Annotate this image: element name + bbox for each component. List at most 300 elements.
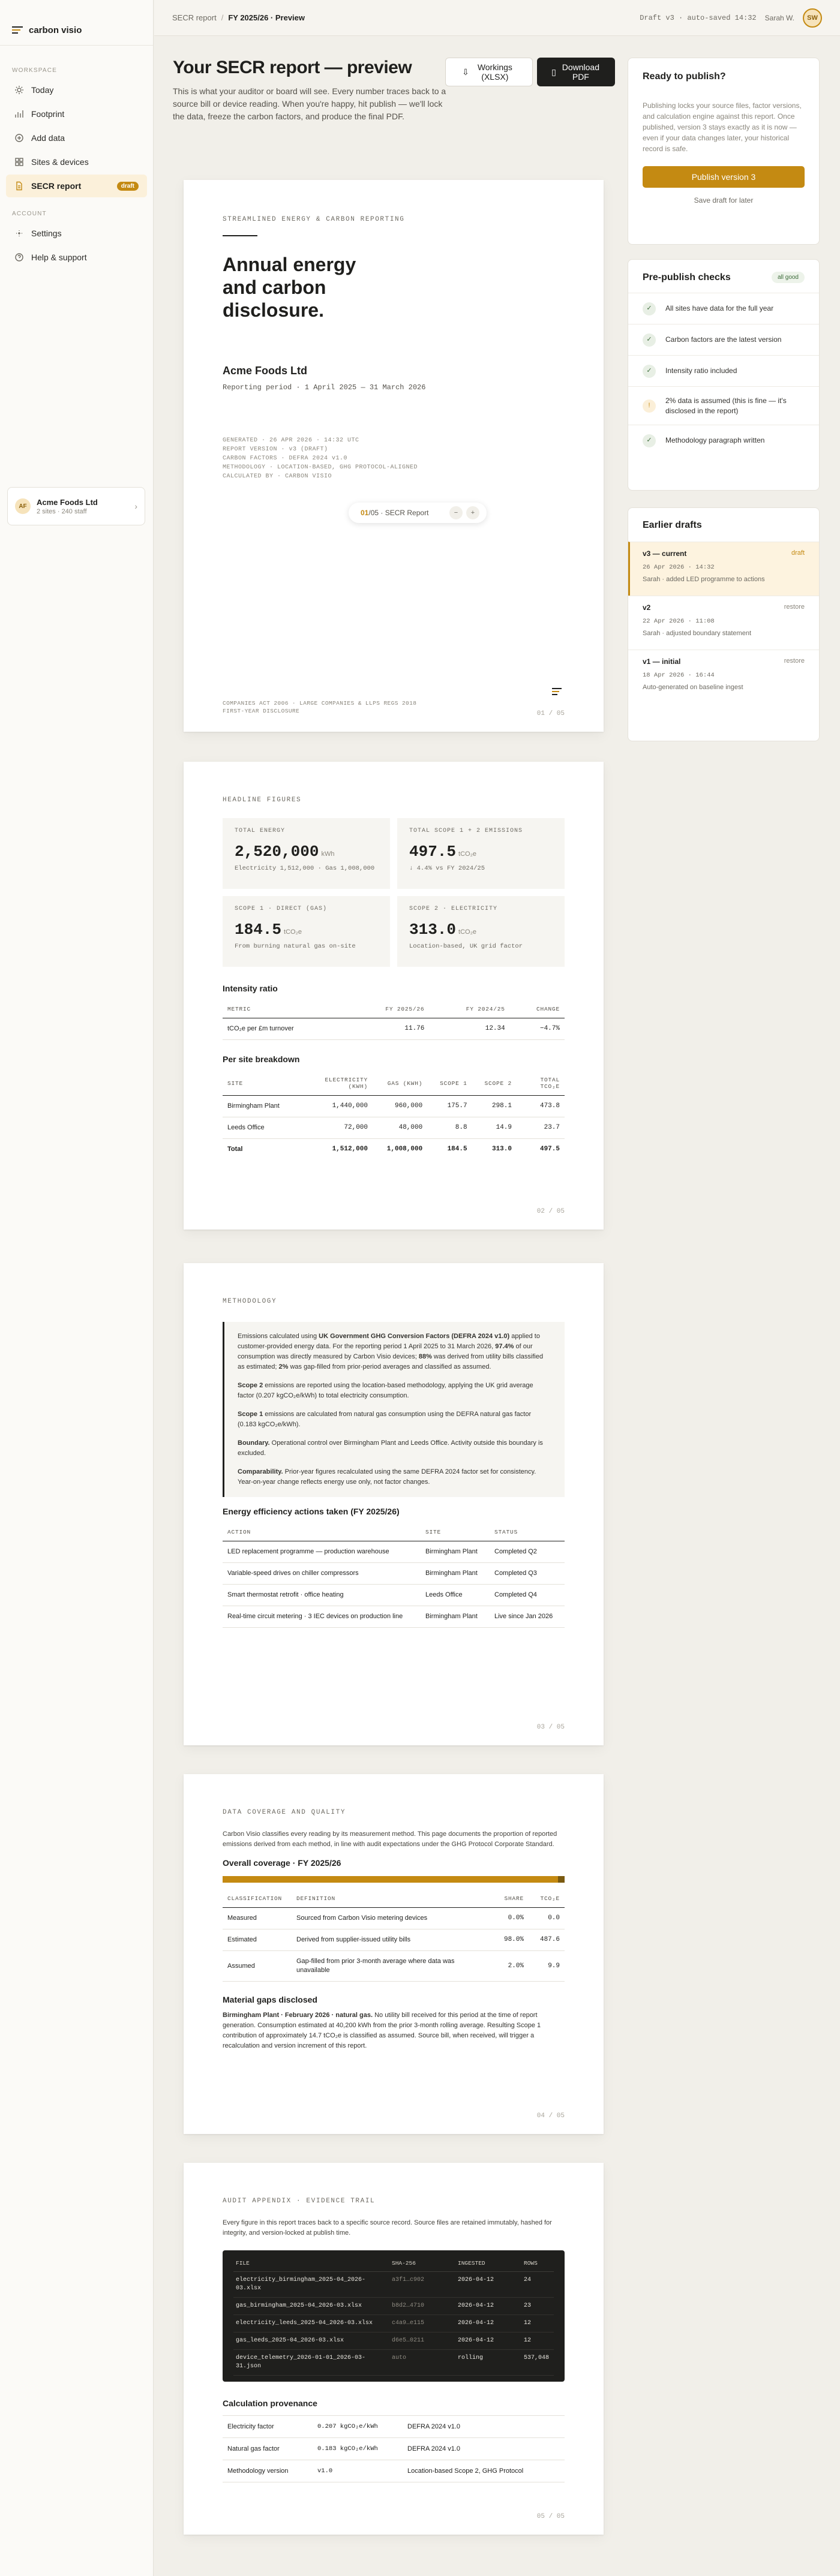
download-pdf-label: Download PDF xyxy=(562,62,599,82)
gaps-text xyxy=(223,2010,565,2051)
table-cell: Gap-filled from prior 3-month average where data was unavailable xyxy=(292,1951,487,1982)
table-row xyxy=(223,1018,565,1040)
table-cell: 1,512,000 xyxy=(307,1139,373,1161)
section-eyebrow: HEADLINE FIGURES xyxy=(223,796,302,804)
table-cell: tCO₂e per £m turnover xyxy=(223,1018,349,1040)
text: Scope 1 xyxy=(238,1411,263,1418)
file-hash: b8d2…4710 xyxy=(389,2298,455,2315)
table-cell: Completed Q3 xyxy=(490,1563,565,1585)
file-name[interactable]: device_telemetry_2026-01-01_2026-03-31.json xyxy=(233,2350,389,2376)
text: Emissions calculated using xyxy=(238,1333,319,1340)
file-rows: 12 xyxy=(521,2315,554,2332)
checks-card xyxy=(628,259,820,491)
table-cell: 473.8 xyxy=(517,1096,565,1117)
table-row xyxy=(233,2298,554,2315)
draft-tag: draft xyxy=(791,549,805,557)
current-page: 01 xyxy=(361,509,369,517)
text: Comparability. xyxy=(238,1468,283,1475)
draft-item xyxy=(628,596,819,650)
app-name: carbon visio xyxy=(29,25,82,35)
file-hash: a3f1…c902 xyxy=(389,2272,455,2298)
text: emissions are reported using the location-based methodology, applying the UK grid average factor (0.207 kgCO₂e/kWh) to total electricity consumption. xyxy=(238,1382,533,1399)
avatar[interactable]: SW xyxy=(803,8,822,28)
table-row xyxy=(223,1929,565,1951)
table-cell: 11.76 xyxy=(349,1018,429,1040)
coverage-segment-assumed xyxy=(558,1876,565,1883)
file-name[interactable]: electricity_leeds_2025-04_2026-03.xlsx xyxy=(233,2315,389,2332)
kpi-note: ↓ 4.4% vs FY 2024/25 xyxy=(409,865,485,872)
sun-icon xyxy=(14,85,24,95)
sidebar-item-label: Footprint xyxy=(31,109,65,119)
company-name: Acme Foods Ltd xyxy=(223,365,308,377)
table-header: SCOPE 2 xyxy=(472,1071,517,1096)
table-cell: Measured xyxy=(223,1908,292,1929)
drafts-card xyxy=(628,507,820,741)
table-cell: Birmingham Plant xyxy=(421,1541,490,1563)
reporting-period: Reporting period · 1 April 2025 — 31 March 2026 xyxy=(223,383,426,392)
text: Prior-year figures recalculated using the same DEFRA 2024 factor set for consistency. Year-on-year change reflects energy use only, not factor changes. xyxy=(238,1468,536,1486)
meta-line: REPORT VERSION · v3 (DRAFT) xyxy=(223,446,328,453)
footer-line: FIRST-YEAR DISCLOSURE xyxy=(223,708,300,714)
table-cell: Birmingham Plant xyxy=(421,1606,490,1628)
table-row xyxy=(223,2460,565,2482)
text: 97.4% xyxy=(495,1343,514,1350)
help-icon xyxy=(14,253,24,262)
warning-icon: ! xyxy=(643,399,656,413)
drafts-title: Earlier drafts xyxy=(643,520,702,530)
table-cell: Electricity factor xyxy=(223,2416,313,2438)
sidebar-item-label: Sites & devices xyxy=(31,157,89,167)
text: Scope 2 xyxy=(238,1382,263,1389)
text: emissions are calculated from natural gas consumption using the DEFRA natural gas factor (0.183 kgCO₂e/kWh). xyxy=(238,1411,532,1428)
brand[interactable] xyxy=(0,0,153,46)
table-cell: Methodology version xyxy=(223,2460,313,2482)
sidebar-item-settings[interactable] xyxy=(6,222,147,245)
publish-card xyxy=(628,58,820,245)
kpi-value: 184.5 xyxy=(235,921,282,939)
autosave-status: Draft v3 · auto-saved 14:32 xyxy=(640,13,757,22)
kpi-value: 2,520,000 xyxy=(235,843,319,861)
table-header: DEFINITION xyxy=(292,1890,487,1908)
actions-table xyxy=(223,1523,565,1628)
check-item xyxy=(628,425,819,456)
breadcrumb-separator: / xyxy=(221,13,224,22)
table-row xyxy=(233,2332,554,2350)
check-text: Methodology paragraph written xyxy=(665,436,765,444)
table-header: FILE xyxy=(233,2255,389,2272)
file-rows: 23 xyxy=(521,2298,554,2315)
draft-note: Auto-generated on baseline ingest xyxy=(643,684,743,691)
zoom-in-button[interactable]: + xyxy=(466,506,479,519)
sidebar-item-label: Add data xyxy=(31,133,65,143)
table-cell: 0.207 kgCO₂e/kWh xyxy=(313,2416,403,2438)
meta-line: METHODOLOGY · LOCATION-BASED, GHG PROTOCOL-ALIGNED xyxy=(223,464,418,471)
text: Operational control over Birmingham Plant and Leeds Office. Activity outside this boundary is excluded. xyxy=(238,1439,543,1457)
chart-icon xyxy=(14,109,24,119)
kpi-value: 313.0 xyxy=(409,921,457,939)
table-cell: 487.6 xyxy=(529,1929,565,1951)
check-icon: ✓ xyxy=(643,434,656,447)
table-cell: 497.5 xyxy=(517,1139,565,1161)
status-badge: all good xyxy=(772,272,805,283)
workings-xlsx-button[interactable] xyxy=(445,58,533,86)
text: 2% xyxy=(278,1363,289,1370)
table-header: TCO₂E xyxy=(529,1890,565,1908)
report-page-headline xyxy=(184,762,604,1230)
sidebar-item-label: Help & support xyxy=(31,253,87,262)
file-name[interactable]: gas_leeds_2025-04_2026-03.xlsx xyxy=(233,2332,389,2350)
coverage-bar xyxy=(223,1876,565,1883)
table-row xyxy=(223,1585,565,1606)
text: applied to customer-provided energy data. For the reporting period 1 April 2025 to 31 March 2026, xyxy=(238,1333,540,1350)
table-row-total xyxy=(223,1139,565,1161)
table-header: METRIC xyxy=(223,1000,349,1018)
topbar xyxy=(154,0,840,36)
draft-name: v3 — current xyxy=(643,549,687,558)
page-total: /05 · SECR Report xyxy=(368,509,429,517)
sidebar-item-sites[interactable] xyxy=(6,151,147,173)
methodology-paragraph xyxy=(238,1409,551,1430)
org-switcher[interactable] xyxy=(7,487,145,525)
draft-note: Sarah · added LED programme to actions xyxy=(643,576,765,583)
table-header: SHA-256 xyxy=(389,2255,455,2272)
table-cell: LED replacement programme — production warehouse xyxy=(223,1541,421,1563)
check-item xyxy=(628,355,819,386)
page-title: Your SECR report — preview xyxy=(173,58,412,77)
table-header: SITE xyxy=(223,1071,307,1096)
table-row xyxy=(223,1951,565,1982)
draft-note: Sarah · adjusted boundary statement xyxy=(643,630,752,637)
table-header: TOTAL TCO₂E xyxy=(517,1071,565,1096)
kpi-label: TOTAL SCOPE 1 + 2 EMISSIONS xyxy=(409,828,523,834)
kpi-note: From burning natural gas on-site xyxy=(235,943,356,950)
download-pdf-button[interactable] xyxy=(537,58,615,86)
table-cell: −4.7% xyxy=(510,1018,565,1040)
table-header: ELECTRICITY (KWH) xyxy=(307,1071,373,1096)
kpi-value: 497.5 xyxy=(409,843,457,861)
file-ingested: rolling xyxy=(455,2350,521,2376)
sidebar-item-help[interactable] xyxy=(6,246,147,269)
text: UK Government GHG Conversion Factors (DEFRA 2024 v1.0) xyxy=(319,1333,510,1340)
table-cell: 184.5 xyxy=(427,1139,472,1161)
table-cell: Leeds Office xyxy=(421,1585,490,1606)
kpi-unit: tCO₂e xyxy=(458,850,476,858)
gaps-title: Material gaps disclosed xyxy=(223,1995,317,2004)
table-cell: Total xyxy=(223,1139,307,1161)
sidebar-item-today[interactable] xyxy=(6,79,147,101)
plus-icon xyxy=(14,133,24,143)
table-cell: v1.0 xyxy=(313,2460,403,2482)
kpi-label: SCOPE 1 · DIRECT (GAS) xyxy=(235,906,328,912)
cover-footer xyxy=(223,699,416,715)
table-cell: Leeds Office xyxy=(223,1117,307,1139)
text: Boundary. xyxy=(238,1439,270,1447)
workings-xlsx-label: Workings (XLSX) xyxy=(477,62,512,82)
table-cell: 8.8 xyxy=(427,1117,472,1139)
table-cell: Estimated xyxy=(223,1929,292,1951)
provenance-title: Calculation provenance xyxy=(223,2398,317,2408)
file-ingested: 2026-04-12 xyxy=(455,2332,521,2350)
table-cell: Smart thermostat retrofit · office heating xyxy=(223,1585,421,1606)
table-header: INGESTED xyxy=(455,2255,521,2272)
save-draft-button[interactable]: Save draft for later xyxy=(694,196,754,205)
table-header: CLASSIFICATION xyxy=(223,1890,292,1908)
table-header: ACTION xyxy=(223,1523,421,1541)
table-cell: 298.1 xyxy=(472,1096,517,1117)
user-name: Sarah W. xyxy=(764,13,794,22)
file-name[interactable]: gas_birmingham_2025-04_2026-03.xlsx xyxy=(233,2298,389,2315)
meta-line: CARBON FACTORS · DEFRA 2024 v1.0 xyxy=(223,455,348,462)
cover-title: Annual energy and carbon disclosure. xyxy=(223,254,356,321)
table-row xyxy=(223,1096,565,1117)
kpi-scope1 xyxy=(223,896,390,967)
table-header: SITE xyxy=(421,1523,490,1541)
methodology-paragraph xyxy=(238,1381,551,1401)
check-text: Intensity ratio included xyxy=(665,366,737,375)
table-header: SCOPE 1 xyxy=(427,1071,472,1096)
text: was gap-filled from prior-period averages and classified as assumed. xyxy=(288,1363,491,1370)
table-cell: 14.9 xyxy=(472,1117,517,1139)
methodology-paragraph xyxy=(238,1331,551,1372)
table-header: STATUS xyxy=(490,1523,565,1541)
table-cell: 48,000 xyxy=(373,1117,427,1139)
table-header: FY 2024/25 xyxy=(429,1000,509,1018)
table-row xyxy=(233,2315,554,2332)
file-ingested: 2026-04-12 xyxy=(455,2272,521,2298)
intensity-title: Intensity ratio xyxy=(223,984,278,993)
page-navigator xyxy=(349,503,487,523)
check-text: Carbon factors are the latest version xyxy=(665,335,782,344)
kpi-scope2 xyxy=(397,896,565,967)
check-icon: ✓ xyxy=(643,333,656,347)
table-cell: 960,000 xyxy=(373,1096,427,1117)
actions-title: Energy efficiency actions taken (FY 2025/26) xyxy=(223,1507,400,1516)
table-row xyxy=(223,1117,565,1139)
kpi-unit: tCO₂e xyxy=(458,928,476,936)
table-cell: Completed Q4 xyxy=(490,1585,565,1606)
report-page-cover xyxy=(184,180,604,732)
cover-eyebrow: STREAMLINED ENERGY & CARBON REPORTING xyxy=(223,216,405,223)
section-eyebrow: AUDIT APPENDIX · EVIDENCE TRAIL xyxy=(223,2198,376,2205)
logo-icon xyxy=(552,688,562,697)
text: was derived from utility bills classified as estimated; xyxy=(238,1353,544,1370)
logo-icon xyxy=(12,26,23,35)
divider xyxy=(223,235,257,236)
checks-title: Pre-publish checks xyxy=(643,272,731,282)
table-cell: Birmingham Plant xyxy=(223,1096,307,1117)
text: of our consumption was directly measured by Carbon Visio devices; xyxy=(238,1343,533,1360)
table-cell: Natural gas factor xyxy=(223,2438,313,2460)
table-cell: Completed Q2 xyxy=(490,1541,565,1563)
table-cell: Variable-speed drives on chiller compressors xyxy=(223,1563,421,1585)
methodology-statement xyxy=(223,1322,565,1497)
gear-icon xyxy=(14,229,24,238)
kpi-unit: kWh xyxy=(321,850,335,858)
coverage-intro: Carbon Visio classifies every reading by its measurement method. This page documents the proportion of reported emissions derived from each method, in line with audit expectations under the GHG Protocol Corporate Standard. xyxy=(223,1830,557,1848)
check-item xyxy=(628,324,819,355)
table-cell: 1,008,000 xyxy=(373,1139,427,1161)
table-cell: 2.0% xyxy=(487,1951,529,1982)
file-rows: 537,048 xyxy=(521,2350,554,2376)
check-icon: ✓ xyxy=(643,365,656,378)
table-cell: 175.7 xyxy=(427,1096,472,1117)
text: 88% xyxy=(418,1353,432,1360)
text: Birmingham Plant · February 2026 · natural gas. xyxy=(223,2012,373,2019)
file-ingested: 2026-04-12 xyxy=(455,2315,521,2332)
download-icon: ⇩ xyxy=(462,67,469,77)
table-cell: Live since Jan 2026 xyxy=(490,1606,565,1628)
table-cell: 1,440,000 xyxy=(307,1096,373,1117)
table-cell: 12.34 xyxy=(429,1018,509,1040)
kpi-unit: tCO₂e xyxy=(284,928,302,936)
report-page-audit xyxy=(184,2163,604,2535)
sidebar-item-label: SECR report xyxy=(31,181,82,191)
table-cell: Derived from supplier-issued utility bills xyxy=(292,1929,487,1951)
page-number: 03 / 05 xyxy=(536,1724,565,1731)
check-text: All sites have data for the full year xyxy=(665,304,774,312)
breadcrumb xyxy=(172,13,305,22)
report-page-methodology xyxy=(184,1263,604,1745)
grid-icon xyxy=(14,157,24,167)
draft-date: 26 Apr 2026 · 14:32 xyxy=(643,564,715,571)
meta-line: GENERATED · 26 APR 2026 · 14:32 UTC xyxy=(223,437,359,444)
draft-date: 18 Apr 2026 · 16:44 xyxy=(643,672,715,679)
table-row xyxy=(223,1908,565,1929)
kpi-note: Electricity 1,512,000 · Gas 1,008,000 xyxy=(235,865,375,872)
meta-line: CALCULATED BY · CARBON VISIO xyxy=(223,473,332,480)
chevron-right-icon: › xyxy=(134,501,137,511)
methodology-paragraph xyxy=(238,1467,551,1487)
table-cell: Assumed xyxy=(223,1951,292,1982)
kpi-label: SCOPE 2 · ELECTRICITY xyxy=(409,906,498,912)
coverage-segment-estimated xyxy=(223,1876,558,1883)
page-number: 04 / 05 xyxy=(536,2112,565,2120)
check-item xyxy=(628,293,819,324)
kpi-label: TOTAL ENERGY xyxy=(235,828,286,834)
publish-button[interactable]: Publish version 3 xyxy=(643,166,805,188)
draft-badge: draft xyxy=(117,182,139,191)
table-row xyxy=(233,2272,554,2298)
sidebar-item-label: Today xyxy=(31,85,54,95)
table-header: GAS (KWH) xyxy=(373,1071,427,1096)
breadcrumb-root[interactable]: SECR report xyxy=(172,13,217,22)
file-ingested: 2026-04-12 xyxy=(455,2298,521,2315)
methodology-paragraph xyxy=(238,1438,551,1459)
table-cell: 72,000 xyxy=(307,1117,373,1139)
table-header: SHARE xyxy=(487,1890,529,1908)
table-header: ROWS xyxy=(521,2255,554,2272)
coverage-table xyxy=(223,1890,565,1982)
org-avatar: AF xyxy=(15,498,31,514)
site-breakdown-title: Per site breakdown xyxy=(223,1054,300,1064)
org-name: Acme Foods Ltd xyxy=(37,497,98,507)
table-cell: Birmingham Plant xyxy=(421,1563,490,1585)
provenance-table xyxy=(223,2415,565,2482)
table-cell: DEFRA 2024 v1.0 xyxy=(403,2438,565,2460)
sidebar-item-secr-report[interactable] xyxy=(6,175,147,197)
check-text: 2% data is assumed (this is fine — it's disclosed in the report) xyxy=(665,396,787,415)
footer-line: COMPANIES ACT 2006 · LARGE COMPANIES & LLPS REGS 2018 xyxy=(223,700,417,707)
section-eyebrow: METHODOLOGY xyxy=(223,1298,277,1305)
kpi-total-energy xyxy=(223,818,390,889)
table-row xyxy=(223,2416,565,2438)
table-cell: Real-time circuit metering · 3 IEC devices on production line xyxy=(223,1606,421,1628)
file-rows: 24 xyxy=(521,2272,554,2298)
page-number: 01 / 05 xyxy=(536,710,565,717)
table-cell: 313.0 xyxy=(472,1139,517,1161)
table-row xyxy=(223,1563,565,1585)
table-cell: 23.7 xyxy=(517,1117,565,1139)
sidebar-item-footprint[interactable] xyxy=(6,103,147,125)
table-cell: Location-based Scope 2, GHG Protocol xyxy=(403,2460,565,2482)
restore-link[interactable]: restore xyxy=(784,603,805,611)
table-header: CHANGE xyxy=(510,1000,565,1018)
kpi-note: Location-based, UK grid factor xyxy=(409,943,523,950)
table-cell: 0.0 xyxy=(529,1908,565,1929)
evidence-file-table xyxy=(223,2250,565,2382)
restore-link[interactable]: restore xyxy=(784,657,805,665)
section-eyebrow: DATA COVERAGE AND QUALITY xyxy=(223,1809,346,1816)
check-item xyxy=(628,386,819,425)
document-icon xyxy=(14,181,24,191)
coverage-title: Overall coverage · FY 2025/26 xyxy=(223,1858,341,1868)
page-subtitle: This is what your auditor or board will see. Every number traces back to a source bill or device reading. When you're happy, hit publish — we'll lock the data, freeze the carbon factors, and produce the final PDF. xyxy=(173,86,446,121)
table-row xyxy=(223,1606,565,1628)
draft-name: v2 xyxy=(643,603,651,612)
report-meta xyxy=(223,436,565,481)
table-row xyxy=(233,2350,554,2376)
file-hash: auto xyxy=(389,2350,455,2376)
nav-section-workspace: WORKSPACE xyxy=(12,67,58,74)
nav-section-account: ACCOUNT xyxy=(12,211,47,217)
kpi-grid xyxy=(223,818,565,967)
draft-item xyxy=(628,650,819,704)
sidebar xyxy=(0,0,154,2576)
org-sub: 2 sites · 240 staff xyxy=(37,507,87,515)
sidebar-item-label: Settings xyxy=(31,229,62,238)
file-rows: 12 xyxy=(521,2332,554,2350)
zoom-out-button[interactable]: − xyxy=(449,506,463,519)
text: No utility bill received for this period at the time of report generation. Consumption estimated at 40,200 kWh from the prior 3-month rolling average. Resulting Scope 1 contribution of approximately 14.7 tCO₂e is classified as assumed. Source bill, when received, will trigger a recalculation and version increment of this report. xyxy=(223,2012,541,2049)
site-table xyxy=(223,1071,565,1160)
kpi-total-emissions xyxy=(397,818,565,889)
file-hash: d6e5…0211 xyxy=(389,2332,455,2350)
page-number: 05 / 05 xyxy=(536,2513,565,2520)
draft-name: v1 — initial xyxy=(643,657,681,666)
publish-title: Ready to publish? xyxy=(643,71,726,82)
file-hash: c4a9…e115 xyxy=(389,2315,455,2332)
draft-date: 22 Apr 2026 · 11:08 xyxy=(643,618,715,625)
file-name[interactable]: electricity_birmingham_2025-04_2026-03.xlsx xyxy=(233,2272,389,2298)
intensity-table xyxy=(223,1000,565,1040)
table-cell: 98.0% xyxy=(487,1929,529,1951)
table-row xyxy=(223,2438,565,2460)
table-row xyxy=(223,1541,565,1563)
report-page-coverage xyxy=(184,1774,604,2134)
audit-intro: Every figure in this report traces back to a specific source record. Source files are retained immutably, hashed for integrity, and version-locked at publish time. xyxy=(223,2219,552,2237)
table-cell: 9.9 xyxy=(529,1951,565,1982)
sidebar-item-add-data[interactable] xyxy=(6,127,147,149)
table-cell: Sourced from Carbon Visio metering devices xyxy=(292,1908,487,1929)
table-cell: DEFRA 2024 v1.0 xyxy=(403,2416,565,2438)
page-number: 02 / 05 xyxy=(536,1208,565,1215)
table-cell: 0.183 kgCO₂e/kWh xyxy=(313,2438,403,2460)
table-cell: 0.0% xyxy=(487,1908,529,1929)
publish-text: Publishing locks your source files, factor versions, and calculation engine against this report. Once published, version 3 stays exactly as it is now — even if your data changes later, your historical record is safe. xyxy=(643,101,802,153)
breadcrumb-current: FY 2025/26 · Preview xyxy=(228,13,305,22)
check-icon: ✓ xyxy=(643,302,656,315)
draft-item-current[interactable] xyxy=(628,542,819,596)
